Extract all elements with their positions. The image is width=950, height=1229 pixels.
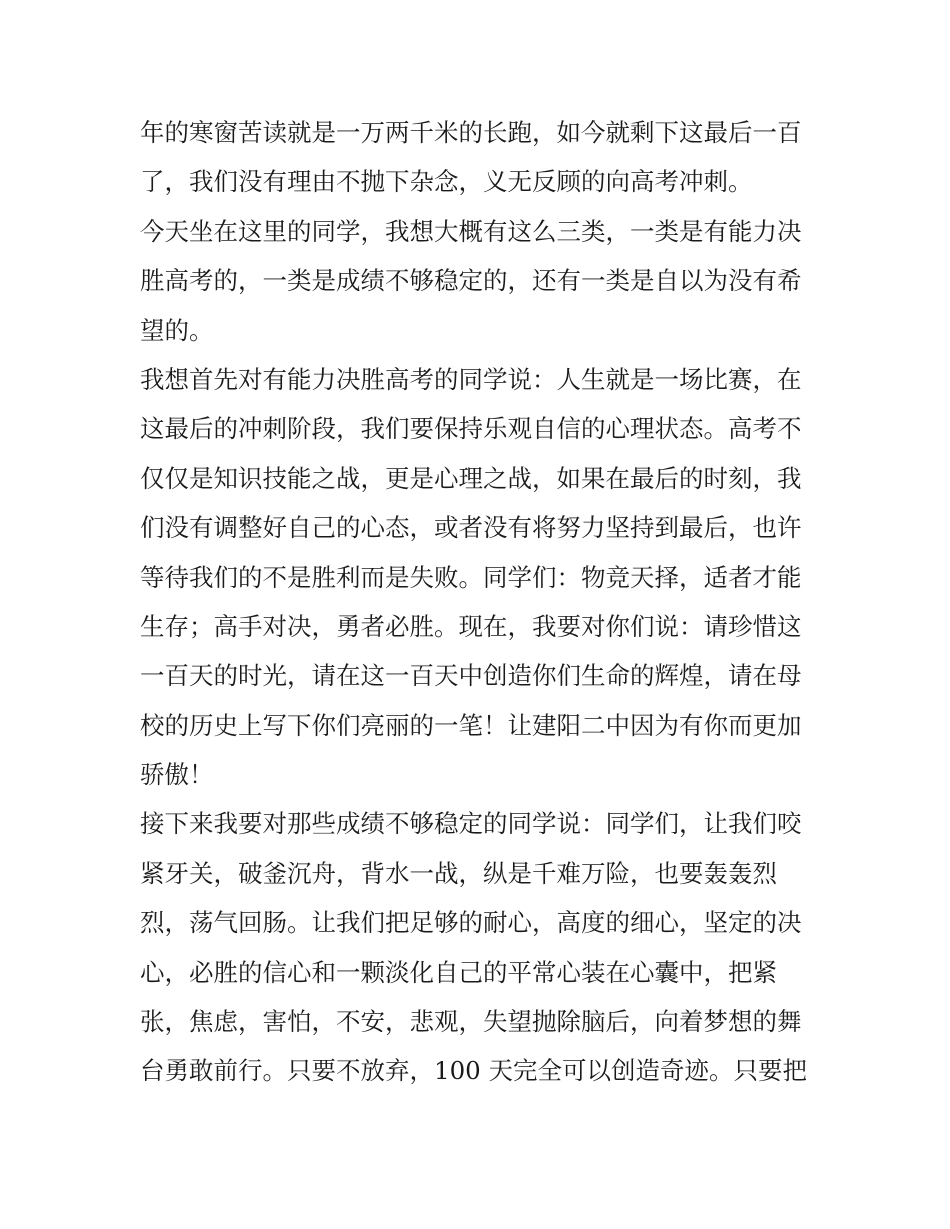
text-line: 我想首先对有能力决胜高考的同学说：人生就是一场比赛，在	[140, 364, 802, 394]
text-line: 张，焦虑，害怕，不安，悲观，失望抛除脑后，向着梦想的舞	[140, 1007, 802, 1037]
body-text	[140, 108, 812, 1096]
text-line: 心，必胜的信心和一颗淡化自己的平常心装在心囊中，把紧	[140, 957, 777, 987]
text-line: 望的。	[140, 315, 214, 345]
text-line: 这最后的冲刺阶段，我们要保持乐观自信的心理状态。高考不	[140, 414, 802, 444]
text-line: 们没有调整好自己的心态，或者没有将努力坚持到最后，也许	[140, 513, 802, 543]
text-line: 校的历史上写下你们亮丽的一笔！让建阳二中因为有你而更加	[140, 710, 802, 740]
text-line: 紧牙关，破釜沉舟，背水一战，纵是千难万险，也要轰轰烈	[140, 858, 777, 888]
text-line: 骄傲！	[140, 760, 214, 790]
text-line: 了，我们没有理由不抛下杂念，义无反顾的向高考冲刺。	[140, 167, 753, 197]
text-line: 生存；高手对决，勇者必胜。现在，我要对你们说：请珍惜这	[140, 611, 802, 641]
text-line: 接下来我要对那些成绩不够稳定的同学说：同学们，让我们咬	[140, 809, 802, 839]
text-line: 胜高考的，一类是成绩不够稳定的，还有一类是自以为没有希	[140, 266, 802, 296]
text-line: 仅仅是知识技能之战，更是心理之战，如果在最后的时刻，我	[140, 463, 802, 493]
text-line: 等待我们的不是胜利而是失败。同学们：物竞天择，适者才能	[140, 562, 802, 592]
text-line: 今天坐在这里的同学，我想大概有这么三类，一类是有能力决	[140, 216, 802, 246]
text-line: 台勇敢前行。只要不放弃，100 天完全可以创造奇迹。只要把	[140, 1056, 808, 1086]
text-line: 烈，荡气回肠。让我们把足够的耐心，高度的细心，坚定的决	[140, 908, 802, 938]
text-line: 一百天的时光，请在这一百天中创造你们生命的辉煌，请在母	[140, 661, 802, 691]
text-line: 年的寒窗苦读就是一万两千米的长跑，如今就剩下这最后一百	[140, 118, 802, 147]
